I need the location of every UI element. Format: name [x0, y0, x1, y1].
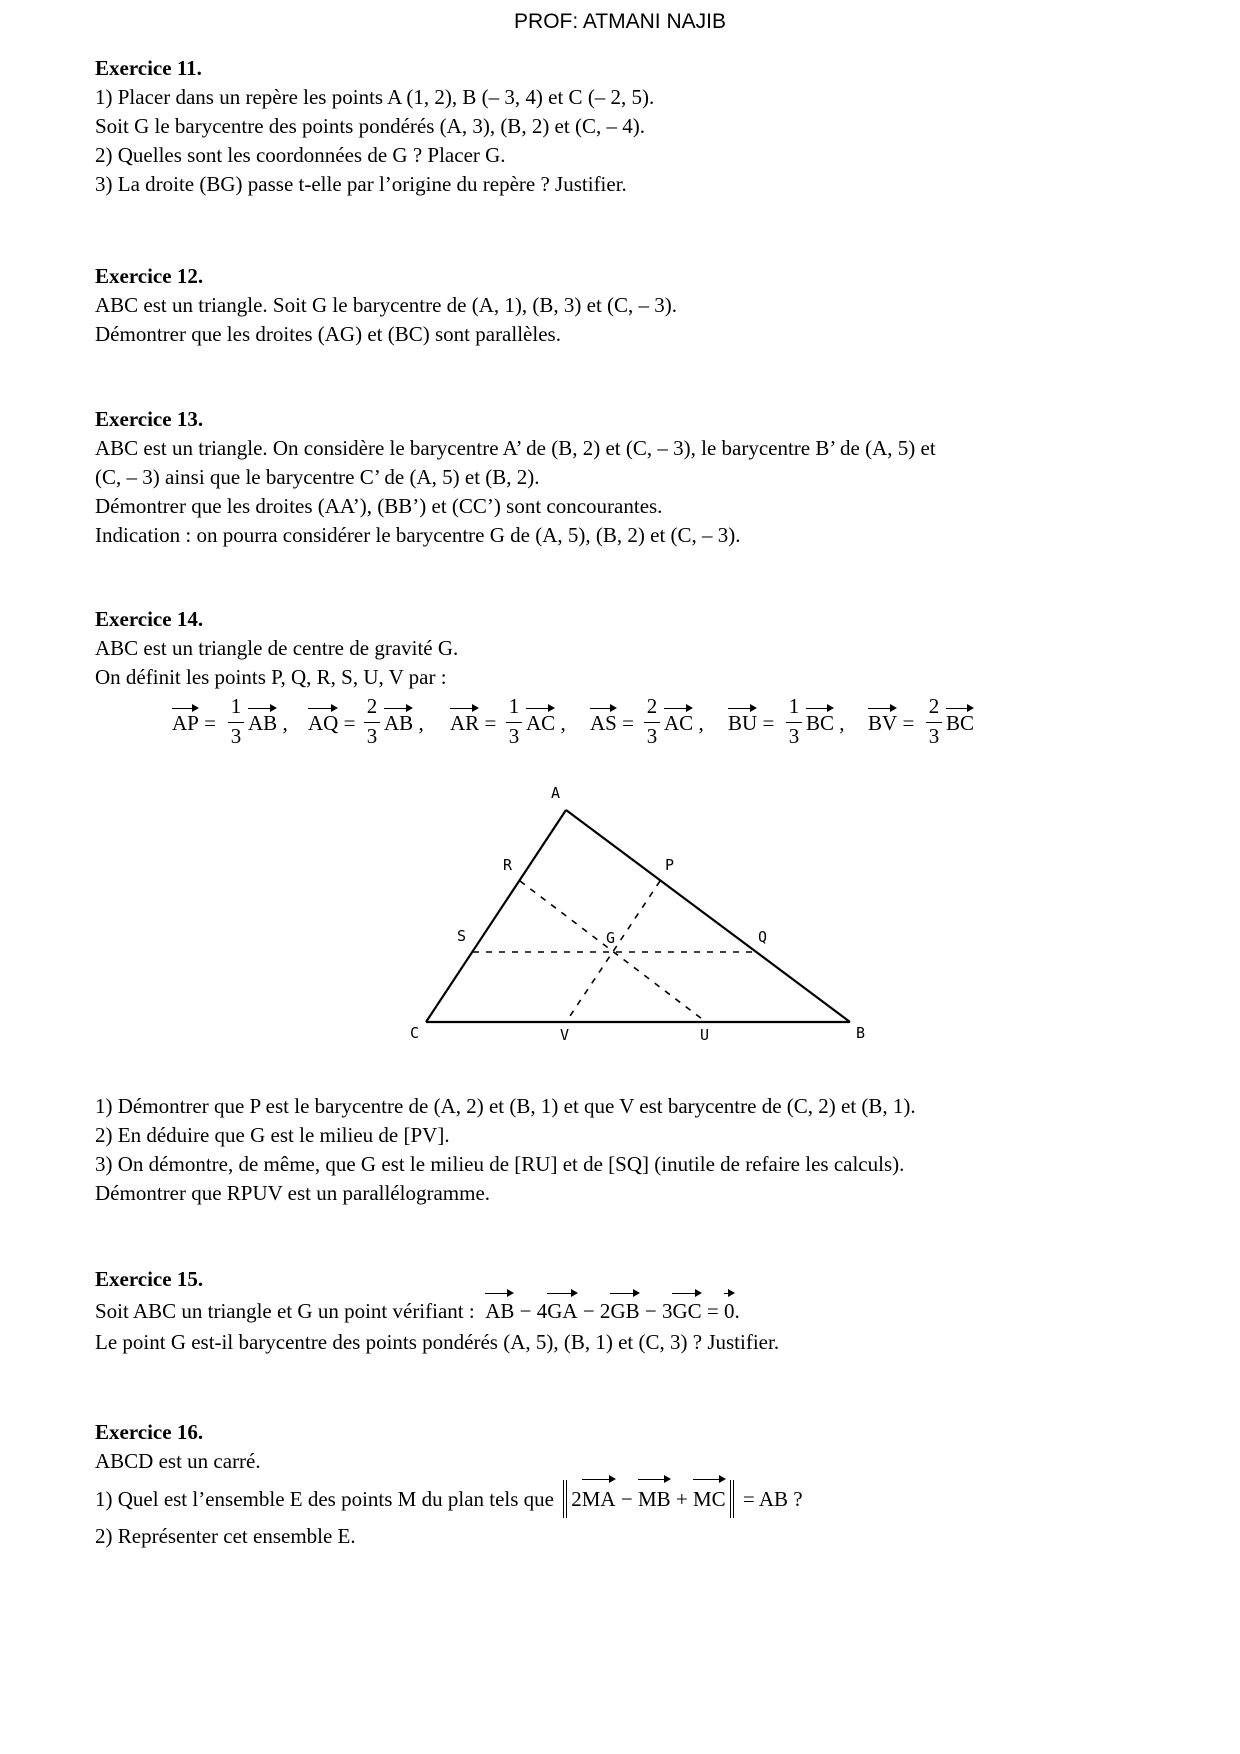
fraction: [506, 695, 522, 748]
exercise-14-questions: [95, 1092, 1155, 1208]
fraction: [786, 695, 802, 748]
exercise-line: [95, 1294, 1155, 1328]
exercise-14: [95, 605, 1155, 692]
exercise-title: Exercice 13.: [95, 407, 204, 431]
separator: ,: [418, 711, 424, 735]
separator: ,: [560, 711, 566, 735]
label-b: B: [856, 1024, 866, 1042]
exercise-title: Exercice 14.: [95, 607, 204, 631]
edge-ac: [426, 810, 566, 1022]
exercise-line: ABCD est un carré.: [95, 1449, 261, 1473]
exercise-13: [95, 405, 1155, 550]
exercise-line: On définit les points P, Q, R, S, U, V par :: [95, 665, 447, 689]
operator: −: [620, 1487, 633, 1511]
numerator: 2: [366, 694, 378, 718]
operator: +: [675, 1487, 688, 1511]
line-text: 1) Quel est l’ensemble E des points M du plan tels que: [95, 1487, 554, 1511]
fraction: [364, 695, 380, 748]
exercise-16: [95, 1418, 1155, 1551]
label-q: Q: [758, 928, 768, 946]
triangle-figure: [0, 770, 1240, 1070]
exercise-line: ABC est un triangle. Soit G le barycentre de (A, 1), (B, 3) et (C, – 3).: [95, 293, 678, 317]
vector-lhs: AQ: [308, 711, 339, 735]
median-lines: [473, 881, 755, 1022]
numerator: 1: [230, 694, 242, 718]
vector-lhs: AR: [450, 711, 480, 735]
label-p: P: [665, 856, 675, 874]
exercise-line: 1) Démontrer que P est le barycentre de (A, 2) et (B, 1) et que V est barycentre de (C, 2) et (B, 1).: [95, 1094, 916, 1118]
vector-rhs: AC: [664, 711, 694, 735]
exercise-line: Indication : on pourra considérer le barycentre G de (A, 5), (B, 2) et (C, – 3).: [95, 523, 741, 547]
operator: − 4: [519, 1299, 548, 1323]
exercise-line: Soit G le barycentre des points pondérés (A, 3), (B, 2) et (C, – 4).: [95, 114, 645, 138]
exercise-title: Exercice 12.: [95, 264, 204, 288]
exercise-15: [95, 1265, 1155, 1357]
vector-rhs: AB: [248, 711, 278, 735]
denominator: 3: [928, 724, 940, 748]
numerator: 2: [646, 694, 658, 718]
operator: − 2: [582, 1299, 611, 1323]
exercise-line: Démontrer que les droites (AG) et (BC) sont parallèles.: [95, 322, 561, 346]
segment-ru: [520, 881, 706, 1022]
denominator: 3: [366, 724, 378, 748]
label-u: U: [700, 1026, 710, 1044]
vector-ma: MA: [582, 1480, 616, 1518]
exercise-line: 1) Placer dans un repère les points A (1, 2), B (– 3, 4) et C (– 2, 5).: [95, 85, 655, 109]
exercise-title: Exercice 16.: [95, 1420, 204, 1444]
edge-ab: [566, 810, 850, 1022]
separator: ,: [698, 711, 704, 735]
coefficient: 2: [571, 1487, 582, 1511]
label-c: C: [410, 1024, 420, 1042]
label-s: S: [457, 927, 467, 945]
label-v: V: [560, 1026, 570, 1044]
exercise-line: [95, 1476, 1155, 1522]
denominator: 3: [230, 724, 242, 748]
triangle-edges: [426, 810, 850, 1022]
exercise-line: 2) Quelles sont les coordonnées de G ? Placer G.: [95, 143, 506, 167]
label-g: G: [606, 929, 616, 947]
exercise-line: Le point G est-il barycentre des points pondérés (A, 5), (B, 1) et (C, 3) ? Justifier.: [95, 1330, 780, 1354]
vector-rhs: BC: [946, 711, 975, 735]
vector-rhs: AC: [526, 711, 556, 735]
exercise-11: [95, 54, 1155, 199]
vector-rhs: BC: [806, 711, 835, 735]
vector-rhs: AB: [384, 711, 414, 735]
line-text: Soit ABC un triangle et G un point vérifiant :: [95, 1299, 475, 1323]
exercise-line: Démontrer que RPUV est un parallélogramme.: [95, 1181, 491, 1205]
vector-mb: MB: [638, 1480, 671, 1518]
exercise-title: Exercice 11.: [95, 56, 202, 80]
exercise-line: 3) La droite (BG) passe t-elle par l’origine du repère ? Justifier.: [95, 172, 627, 196]
numerator: 1: [508, 694, 520, 718]
vector-ga: GA: [547, 1294, 577, 1328]
exercise-line: 3) On démontre, de même, que G est le milieu de [RU] et de [SQ] (inutile de refaire les calculs).: [95, 1152, 905, 1176]
zero-vector: 0: [724, 1294, 735, 1328]
fraction: [228, 695, 244, 748]
vector-lhs: BV: [868, 711, 898, 735]
exercise-line: ABC est un triangle. On considère le barycentre A’ de (B, 2) et (C, – 3), le barycentre B’ de (A, 5) et: [95, 436, 936, 460]
fraction: [644, 695, 660, 748]
numerator: 1: [788, 694, 800, 718]
fraction: [926, 695, 942, 748]
vector-lhs: AS: [590, 711, 617, 735]
exercise-line: ABC est un triangle de centre de gravité G.: [95, 636, 459, 660]
norm-expression: [563, 1480, 733, 1518]
exercise-12: [95, 262, 1155, 349]
denominator: 3: [788, 724, 800, 748]
exercise-line: 2) En déduire que G est le milieu de [PV].: [95, 1123, 450, 1147]
page-header: PROF: ATMANI NAJIB: [514, 10, 726, 33]
operator: =: [706, 1299, 719, 1323]
exercise-line: 2) Représenter cet ensemble E.: [95, 1524, 356, 1548]
vector-gb: GB: [610, 1294, 639, 1328]
vector-gc: GC: [672, 1294, 701, 1328]
line-text: = AB ?: [742, 1487, 803, 1511]
exercise-line: (C, – 3) ainsi que le barycentre C’ de (A, 5) et (B, 2).: [95, 465, 540, 489]
vector-lhs: AP: [172, 711, 199, 735]
operator: − 3: [644, 1299, 673, 1323]
denominator: 3: [508, 724, 520, 748]
vector-mc: MC: [693, 1480, 726, 1518]
separator: ,: [839, 711, 845, 735]
exercise-line: Démontrer que les droites (AA’), (BB’) et (CC’) sont concourantes.: [95, 494, 663, 518]
label-r: R: [503, 856, 513, 874]
numerator: 2: [928, 694, 940, 718]
exercise-title: Exercice 15.: [95, 1267, 204, 1291]
separator: ,: [282, 711, 288, 735]
vector-ab: AB: [485, 1294, 514, 1328]
punctuation: .: [734, 1299, 740, 1323]
vector-lhs: BU: [728, 711, 758, 735]
label-a: A: [551, 784, 561, 802]
denominator: 3: [646, 724, 658, 748]
